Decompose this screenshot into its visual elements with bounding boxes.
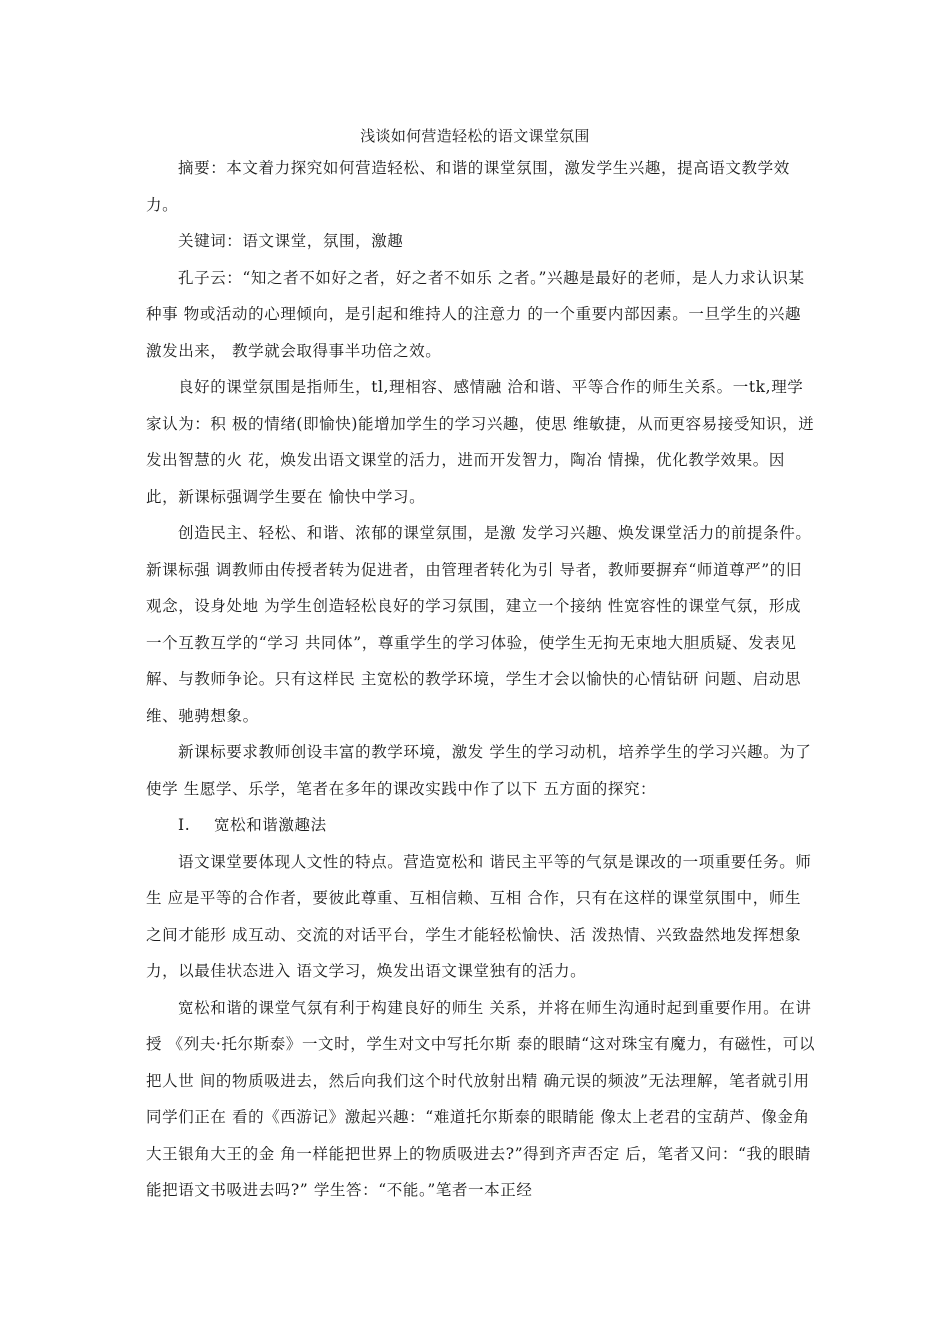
body-paragraph: 新课标要求教师创设丰富的教学环境，激发 学生的学习动机，培养学生的学习兴趣。为了使学 生愿学、乐学，笔者在多年的课改实践中作了以下 五方面的探究：	[146, 743, 812, 798]
section-title: 宽松和谐激趣法	[214, 816, 327, 834]
section-paragraph: 宽松和谐的课堂气氛有利于构建良好的师生 关系，并将在师生沟通时起到重要作用。在讲授 《列夫·托尔斯泰》一文时，学生对文中写托尔斯 泰的眼睛“这对珠宝有魔力，有磁性，可以把人世 间的物质吸进去，然后向我们这个时代放射出精 确元误的频波”无法理解，笔者就引用同学们正在 看的《西游记》激起兴趣：“难道托尔斯泰的眼睛能 像太上老君的宝葫芦、像金角大王银角大王的金 角一样能把世界上的物质吸进去?”得到齐声否定 后，笔者又问：“我的眼睛能把语文书吸进去吗?” 学生答：“不能。”笔者一本正经	[146, 998, 816, 1199]
document-title: 浅谈如何营造轻松的语文课堂氛围	[360, 127, 590, 145]
body-paragraph: 良好的课堂氛围是指师生，tl,理相容、感情融 洽和谐、平等合作的师生关系。一tk,理学家认为：积 极的情绪(即愉快)能增加学生的学习兴趣，使思 维敏捷，从而更容易接受知识，迸发出智慧的火 花，焕发出语文课堂的活力，进而开发智力，陶冶 情操，优化教学效果。因此，新课标强调学生要在 愉快中学习。	[146, 378, 815, 506]
document-body	[146, 150, 816, 1209]
keywords-paragraph: 关键词：语文课堂，氛围，激趣	[178, 232, 404, 250]
body-paragraph: 孔子云：“知之者不如好之者，好之者不如乐 之者。”兴趣是最好的老师，是人力求认识某种事 物或活动的心理倾向，是引起和维持人的注意力 的一个重要内部因素。一旦学生的兴趣激发出来， 教学就会取得事半功倍之效。	[146, 268, 805, 360]
body-paragraph: 创造民主、轻松、和谐、浓郁的课堂氛围，是激 发学习兴趣、焕发课堂活力的前提条件。新课标强 调教师由传授者转为促进者，由管理者转化为引 导者，教师要摒弃“师道尊严”的旧观念，设身处地 为学生创造轻松良好的学习氛围，建立一个接纳 性宽容性的课堂气氛，形成一个互教互学的“学习 共同体”，尊重学生的学习体验，使学生无拘无束地大胆质疑、发表见解、与教师争论。只有这样民 主宽松的教学环境，学生才会以愉快的心情钻研 问题、启动思维、驰骋想象。	[146, 524, 812, 725]
section-number: I.	[178, 816, 191, 834]
abstract-paragraph: 摘要：本文着力探究如何营造轻松、和谐的课堂氛围，激发学生兴趣，提高语文教学效 力。	[146, 159, 790, 214]
section-heading	[146, 807, 816, 844]
section-paragraph: 语文课堂要体现人文性的特点。营造宽松和 谐民主平等的气氛是课改的一项重要任务。师生 应是平等的合作者，要彼此尊重、互相信赖、互相 合作，只有在这样的课堂氛围中，师生之间才能形 成互动、交流的对话平台，学生才能轻松愉快、活 泼热情、兴致盎然地发挥想象力，以最佳状态进入 语文学习，焕发出语文课堂独有的活力。	[146, 852, 812, 980]
